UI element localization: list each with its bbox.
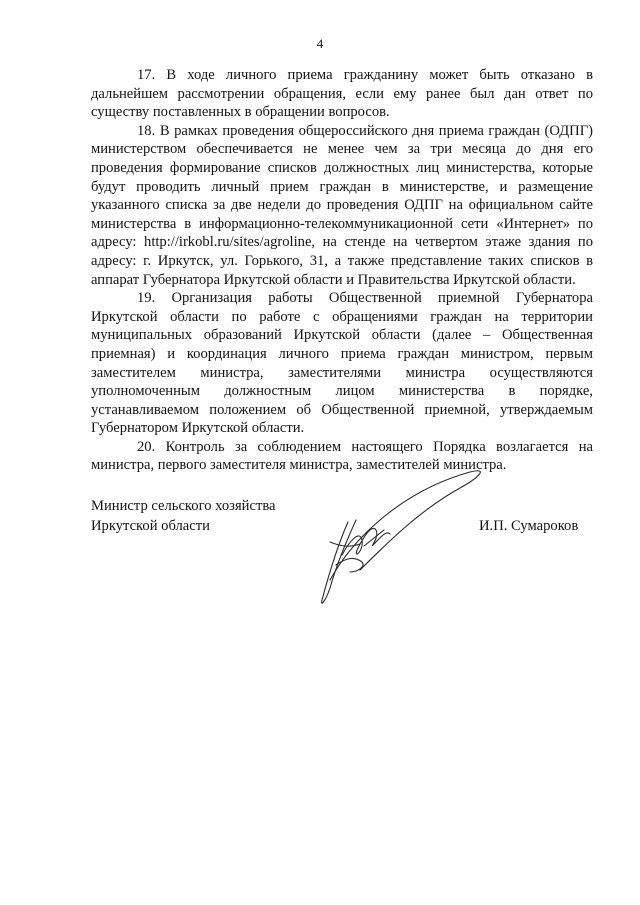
paragraph-20: 20. Контроль за соблюдением настоящего Порядка возлагается на министра, первого заместителя министра, заместителей министра. [91,438,593,474]
signer-position [91,496,276,536]
paragraph-18: 18. В рамках проведения общероссийского дня приема граждан (ОДПГ) министерством обеспечивается не менее чем за три месяца до дня его проведения формирование списков должностных лиц министерства, которые будут проводить личный прием граждан в министерстве, и размещение указанного списка за две недели до проведения ОДПГ на официальном сайте министерства в информационно-телекоммуникационной сети «Интернет» по адресу: http://irkobl.ru/sites/agroline, на стенде на четвертом этаже здания по адресу: г. Иркутск, ул. Горького, 31, а также представление таких списков в аппарат Губернатора Иркутской области и Правительства Иркутской области. [91,122,593,288]
signer-name: И.П. Сумароков [479,518,579,534]
body-text [91,66,593,475]
paragraph-19: 19. Организация работы Общественной приемной Губернатора Иркутской области по работе с обращениями граждан на территории муниципальных образований Иркутской области (далее – Общественная приемная) и координация личного приема граждан министром, первым заместителем министра, заместителями министра осуществляются уполномоченным должностным лицом министерства в порядке, устанавливаемом положением об Общественной приемной, утверждаемым Губернатором Иркутской области. [91,290,593,437]
page-number: 4 [316,36,324,51]
signer-title-line2: Иркутской области [91,518,210,534]
paragraph-17: 17. В ходе личного приема гражданину может быть отказано в дальнейшем рассмотрении обращения, если ему ранее был дан ответ по существу поставленных в обращении вопросов. [91,67,593,121]
signer-title-line1: Министр сельского хозяйства [91,498,276,514]
